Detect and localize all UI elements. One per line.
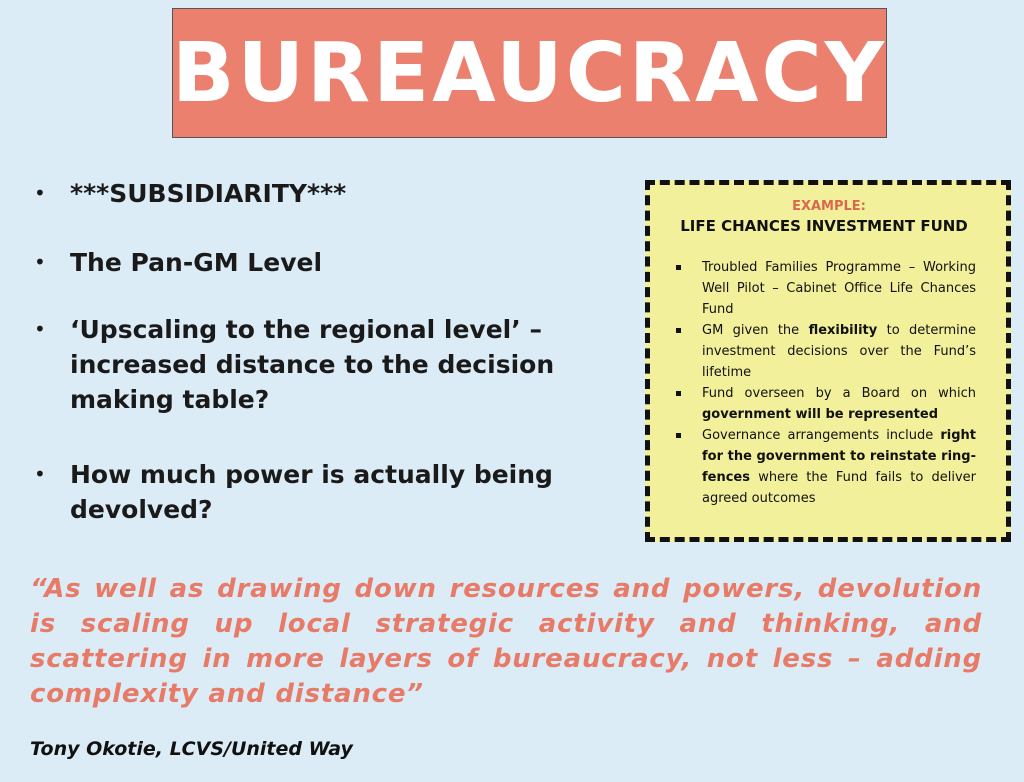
example-item-text: Troubled Families Programme – Working Well Pilot – Cabinet Office Life Chances Fund bbox=[702, 260, 976, 317]
example-item-text: Fund overseen by a Board on which bbox=[702, 386, 976, 401]
example-title: LIFE CHANCES INVESTMENT FUND bbox=[680, 217, 968, 235]
example-item-bold: right for the government to reinstate ring-fences bbox=[702, 428, 976, 485]
example-item-bold: flexibility bbox=[808, 323, 878, 338]
bullet-item: • How much power is actually being devolved? bbox=[30, 457, 590, 527]
bullet-item: • ‘Upscaling to the regional level’ – increased distance to the decision making table? bbox=[30, 312, 590, 417]
example-item-text: Governance arrangements include bbox=[702, 428, 941, 443]
example-item bbox=[672, 383, 976, 425]
page-title: BUREAUCRACY bbox=[171, 25, 888, 121]
example-list bbox=[672, 257, 976, 509]
quote-text: “As well as drawing down resources and powers, devolution is scaling up local strategic activity and thinking, and scattering in more layers of bureaucracy, not less – adding complexity and distance” bbox=[30, 574, 982, 709]
title-banner bbox=[172, 8, 887, 138]
example-box bbox=[645, 180, 1011, 542]
example-item-text: GM given the bbox=[702, 323, 809, 338]
example-item-text: where the Fund fails to deliver agreed outcomes bbox=[702, 470, 976, 506]
example-item bbox=[672, 425, 976, 509]
example-item bbox=[672, 257, 976, 320]
quote-author: Tony Okotie, LCVS/United Way bbox=[30, 738, 353, 760]
example-label: EXAMPLE: bbox=[792, 199, 866, 214]
bullet-list bbox=[30, 176, 590, 527]
example-item-bold: government will be represented bbox=[702, 407, 939, 422]
bullet-item: • The Pan-GM Level bbox=[30, 245, 590, 280]
example-item bbox=[672, 320, 976, 383]
bullet-item: • ***SUBSIDIARITY*** bbox=[30, 176, 590, 211]
example-item-text: to determine investment decisions over the Fund’s lifetime bbox=[702, 323, 976, 380]
